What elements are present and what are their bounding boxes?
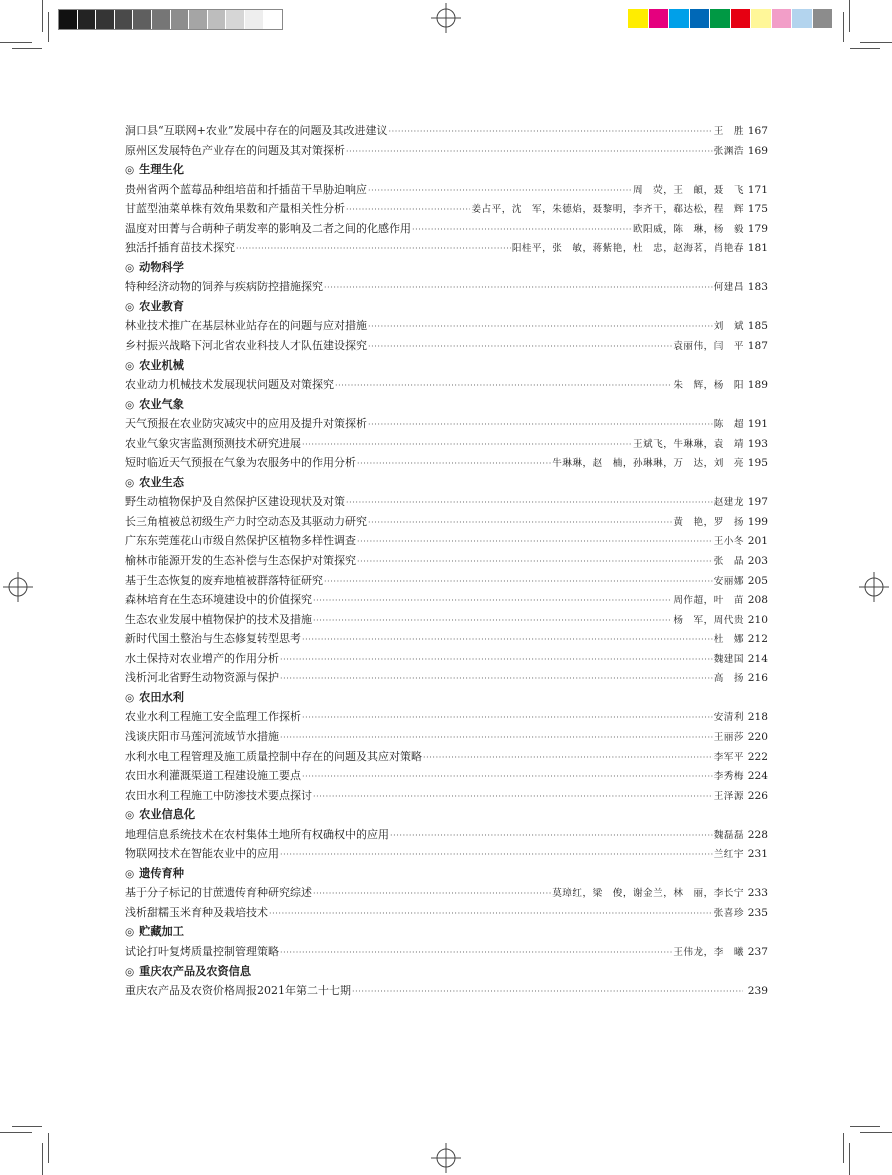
entry-title: 农田水利灌溉渠道工程建设施工要点 <box>125 769 301 783</box>
entry-title: 浅谈庆阳市马莲河流域节水措施 <box>125 729 279 743</box>
entry-title: 独活扦插育苗技术探究 <box>125 241 235 255</box>
entry-title: 洞口县“互联网+农业”发展中存在的问题及其改进建议 <box>125 124 388 137</box>
entry-authors: 安清利 <box>713 712 744 724</box>
crop-mark <box>843 1133 844 1163</box>
section-heading <box>125 160 768 180</box>
toc-entry[interactable] <box>125 121 768 141</box>
dot-leader <box>368 337 672 357</box>
entry-page-number: 195 <box>747 457 768 470</box>
color-swatch <box>59 10 78 29</box>
entry-authors: 兰红宇 <box>713 849 744 861</box>
entry-authors: 赵建龙 <box>713 497 744 509</box>
entry-title: 长三角植被总初级生产力时空动态及其驱动力研究 <box>125 514 367 528</box>
entry-page-number: 214 <box>747 652 768 665</box>
entry-authors: 欧阳威，陈 琳，杨 毅 <box>632 223 744 235</box>
color-swatch <box>78 10 97 29</box>
color-swatch <box>264 10 283 29</box>
section-label: 农业信息化 <box>139 808 196 822</box>
entry-title: 广东东莞莲花山市级自然保护区植物多样性调查 <box>125 534 356 548</box>
section-heading <box>125 805 768 825</box>
section-label: 遗传育种 <box>139 866 184 880</box>
entry-title: 生态农业发展中植物保护的技术及措施 <box>125 612 312 626</box>
entry-authors: 朱 辉，杨 阳 <box>673 380 744 392</box>
entry-authors: 陈 超 <box>713 419 744 431</box>
entry-page-number: 210 <box>747 613 768 626</box>
entry-title: 农田水利工程施工中防渗技术要点探讨 <box>125 788 312 802</box>
toc-entry[interactable] <box>125 551 768 571</box>
toc-entry[interactable] <box>125 883 768 903</box>
dot-leader <box>368 415 713 435</box>
entry-title: 森林培育在生态环境建设中的价值探究 <box>125 593 312 607</box>
entry-page-number: 169 <box>747 144 768 157</box>
entry-authors: 张 晶 <box>713 556 744 568</box>
section-label: 农业教育 <box>139 299 184 313</box>
toc-entry[interactable] <box>125 629 768 649</box>
entry-authors: 周 荧，王 頔，聂 飞 <box>632 184 744 196</box>
section-marker: ◎ <box>125 398 135 411</box>
section-label: 农业机械 <box>139 358 184 372</box>
entry-authors: 张渊浩 <box>713 145 744 157</box>
dot-leader <box>368 513 672 533</box>
section-marker: ◎ <box>125 261 135 274</box>
crop-mark <box>12 48 42 49</box>
dot-leader <box>346 200 470 220</box>
entry-authors: 姜占平，沈 军，朱德焰，聂黎明，李齐干，郗达松，程 辉 <box>471 204 744 216</box>
section-label: 农业气象 <box>139 397 184 411</box>
crop-mark <box>12 1126 42 1127</box>
dot-leader <box>302 630 713 650</box>
entry-authors: 杜 娜 <box>713 634 744 646</box>
entry-page-number: 216 <box>747 672 768 685</box>
toc-entry[interactable] <box>125 277 768 297</box>
dot-leader <box>412 220 632 240</box>
entry-title: 天气预报在农业防灾减灾中的应用及提升对策探析 <box>125 417 367 431</box>
section-label: 动物科学 <box>139 260 184 274</box>
entry-title: 重庆农产品及农资价格周报2021年第二十七期 <box>125 984 351 998</box>
entry-authors: 王泽源 <box>713 790 744 802</box>
toc-entry[interactable] <box>125 453 768 473</box>
toc-entry[interactable] <box>125 492 768 512</box>
color-swatch <box>669 9 690 28</box>
color-swatch <box>152 10 171 29</box>
section-marker: ◎ <box>125 926 135 939</box>
entry-page-number: 226 <box>747 789 768 802</box>
dot-leader <box>357 454 551 474</box>
section-heading <box>125 356 768 376</box>
entry-authors: 王小冬 <box>713 536 744 548</box>
entry-title: 基于分子标记的甘蔗遗传育种研究综述 <box>125 886 312 900</box>
entry-authors: 张喜珍 <box>713 907 744 919</box>
section-marker: ◎ <box>125 359 135 372</box>
color-swatch <box>133 10 152 29</box>
dot-leader <box>423 748 713 768</box>
registration-mark-left <box>3 572 33 602</box>
color-swatch <box>751 9 772 28</box>
crop-mark <box>860 42 892 43</box>
entry-page-number: 218 <box>747 711 768 724</box>
section-marker: ◎ <box>125 691 135 704</box>
entry-page-number: 193 <box>747 437 768 450</box>
crop-mark <box>0 1132 32 1133</box>
entry-title: 地理信息系统技术在农村集体土地所有权确权中的应用 <box>125 827 389 841</box>
entry-page-number: 205 <box>747 574 768 587</box>
dot-leader <box>313 787 713 807</box>
dot-leader <box>357 552 713 572</box>
section-marker: ◎ <box>125 965 135 978</box>
entry-authors: 周作超，叶 苗 <box>673 595 744 607</box>
entry-page-number: 224 <box>747 770 768 783</box>
color-swatch <box>690 9 711 28</box>
section-heading <box>125 922 768 942</box>
toc-entry[interactable] <box>125 649 768 669</box>
entry-page-number: 199 <box>747 515 768 528</box>
color-swatch <box>731 9 752 28</box>
toc-entry[interactable] <box>125 512 768 532</box>
crop-mark <box>42 1143 43 1175</box>
entry-page-number: 239 <box>747 985 768 998</box>
entry-title: 基于生态恢复的废弃地植被群落特征研究 <box>125 573 323 587</box>
dot-leader <box>324 572 713 592</box>
entry-page-number: 228 <box>747 828 768 841</box>
dot-leader <box>280 669 713 689</box>
entry-title: 甘蓝型油菜单株有效角果数和产量相关性分析 <box>125 202 345 216</box>
crop-mark <box>0 42 32 43</box>
entry-title: 农业水利工程施工安全监理工作探析 <box>125 710 301 724</box>
crop-mark <box>48 1133 49 1163</box>
crop-mark <box>849 1143 850 1175</box>
entry-authors: 莫璋红，梁 俊，谢金兰，林 丽，李长宁 <box>552 888 744 900</box>
entry-page-number: 201 <box>747 535 768 548</box>
section-label: 生理生化 <box>139 163 184 177</box>
entry-page-number: 233 <box>747 887 768 900</box>
registration-mark-right <box>859 572 889 602</box>
entry-authors: 黄 艳，罗 扬 <box>673 516 744 528</box>
crop-mark <box>860 1132 892 1133</box>
section-heading <box>125 473 768 493</box>
color-swatch <box>628 9 649 28</box>
entry-authors: 何建昌 <box>713 282 744 294</box>
toc-entry[interactable] <box>125 434 768 454</box>
dot-leader <box>313 611 672 631</box>
entry-authors: 牛琳琳，赵 楠，孙琳琳，万 达，刘 亮 <box>552 458 744 470</box>
toc-entry[interactable] <box>125 590 768 610</box>
entry-page-number: 220 <box>747 730 768 743</box>
dot-leader <box>236 239 511 259</box>
toc-entry[interactable] <box>125 668 768 688</box>
entry-page-number: 203 <box>747 555 768 568</box>
entry-page-number: 208 <box>747 594 768 607</box>
toc-entry[interactable] <box>125 571 768 591</box>
toc-entry[interactable] <box>125 531 768 551</box>
section-label: 贮藏加工 <box>139 925 184 939</box>
entry-page-number: 185 <box>747 320 768 333</box>
dot-leader <box>346 493 713 513</box>
crop-mark <box>843 12 844 42</box>
section-heading <box>125 864 768 884</box>
crop-mark <box>850 48 880 49</box>
toc-entry[interactable] <box>125 141 768 161</box>
registration-mark-bottom <box>431 1143 461 1173</box>
dot-leader <box>388 122 712 142</box>
dot-leader <box>280 943 672 963</box>
dot-leader <box>280 728 713 748</box>
toc-entry[interactable] <box>125 786 768 806</box>
section-heading <box>125 962 768 982</box>
entry-authors: 杨 军，周代贵 <box>673 614 744 626</box>
dot-leader <box>313 884 551 904</box>
entry-authors: 王丽莎 <box>713 731 744 743</box>
entry-authors: 李军平 <box>713 751 744 763</box>
entry-page-number: 231 <box>747 848 768 861</box>
entry-title: 温度对田菁与合萌种子萌发率的影响及二者之间的化感作用 <box>125 221 411 235</box>
entry-page-number: 175 <box>747 203 768 216</box>
entry-page-number: 222 <box>747 750 768 763</box>
toc-entry[interactable] <box>125 747 768 767</box>
entry-title: 短时临近天气预报在气象为农服务中的作用分析 <box>125 456 356 470</box>
registration-mark-top <box>431 3 461 33</box>
dot-leader <box>302 767 713 787</box>
section-marker: ◎ <box>125 809 135 822</box>
toc-entry[interactable] <box>125 336 768 356</box>
entry-page-number: 197 <box>747 496 768 509</box>
dot-leader <box>302 708 713 728</box>
dot-leader <box>390 826 713 846</box>
table-of-contents <box>125 121 768 1001</box>
color-swatch <box>772 9 793 28</box>
color-swatch <box>245 10 264 29</box>
section-label: 农田水利 <box>139 690 184 704</box>
entry-title: 原州区发展特色产业存在的问题及其对策探析 <box>125 143 345 157</box>
color-swatch <box>649 9 670 28</box>
dot-leader <box>280 650 713 670</box>
toc-entry[interactable] <box>125 942 768 962</box>
dot-leader <box>368 317 713 337</box>
dot-leader <box>335 376 672 396</box>
entry-title: 水土保持对农业增产的作用分析 <box>125 651 279 665</box>
section-heading <box>125 395 768 415</box>
color-swatch <box>115 10 134 29</box>
dot-leader <box>346 142 713 162</box>
entry-authors: 安丽娜 <box>713 575 744 587</box>
section-label: 重庆农产品及农资信息 <box>139 964 252 978</box>
entry-page-number: 189 <box>747 379 768 392</box>
color-swatch <box>226 10 245 29</box>
entry-title: 物联网技术在智能农业中的应用 <box>125 847 279 861</box>
dot-leader <box>269 904 713 924</box>
entry-page-number: 187 <box>747 340 768 353</box>
entry-title: 水利水电工程管理及施工质量控制中存在的问题及其应对策略 <box>125 749 422 763</box>
entry-page-number: 212 <box>747 633 768 646</box>
crop-mark <box>849 0 850 32</box>
color-swatch <box>189 10 208 29</box>
section-heading <box>125 297 768 317</box>
toc-entry[interactable] <box>125 610 768 630</box>
toc-entry[interactable] <box>125 844 768 864</box>
toc-entry[interactable] <box>125 825 768 845</box>
entry-page-number: 179 <box>747 222 768 235</box>
section-marker: ◎ <box>125 476 135 489</box>
toc-entry[interactable] <box>125 766 768 786</box>
entry-authors: 李秀梅 <box>713 771 744 783</box>
entry-authors: 阳桂平，张 敏，蒋紫艳，杜 忠，赵海茗，肖艳春 <box>511 243 744 255</box>
toc-entry[interactable] <box>125 727 768 747</box>
entry-title: 农业气象灾害监测预测技术研究进展 <box>125 436 301 450</box>
toc-entry[interactable] <box>125 903 768 923</box>
entry-authors: 袁丽伟，闫 平 <box>673 341 744 353</box>
toc-entry[interactable] <box>125 238 768 258</box>
crop-mark <box>48 12 49 42</box>
entry-authors: 魏磊磊 <box>713 829 744 841</box>
toc-entry[interactable] <box>125 707 768 727</box>
entry-title: 林业技术推广在基层林业站存在的问题与应对措施 <box>125 319 367 333</box>
toc-entry[interactable] <box>125 414 768 434</box>
section-marker: ◎ <box>125 300 135 313</box>
crop-mark <box>850 1126 880 1127</box>
entry-title: 榆林市能源开发的生态补偿与生态保护对策探究 <box>125 554 356 568</box>
entry-page-number: 235 <box>747 906 768 919</box>
entry-page-number: 191 <box>747 418 768 431</box>
section-heading <box>125 258 768 278</box>
entry-authors: 高 扬 <box>713 673 744 685</box>
toc-entry[interactable] <box>125 199 768 219</box>
entry-title: 试论打叶复烤质量控制管理策略 <box>125 944 279 958</box>
process-color-bar <box>628 9 833 28</box>
dot-leader <box>324 278 713 298</box>
color-swatch <box>208 10 227 29</box>
entry-page-number: 181 <box>747 242 768 255</box>
toc-entry[interactable] <box>125 316 768 336</box>
entry-title: 农业动力机械技术发展现状问题及对策探究 <box>125 378 334 392</box>
entry-authors: 魏建国 <box>713 653 744 665</box>
entry-title: 浅析甜糯玉米育种及栽培技术 <box>125 905 268 919</box>
toc-entry[interactable] <box>125 375 768 395</box>
color-swatch <box>792 9 813 28</box>
toc-entry[interactable] <box>125 981 768 1001</box>
entry-title: 浅析河北省野生动物资源与保护 <box>125 671 279 685</box>
dot-leader <box>302 435 632 455</box>
entry-page-number: 237 <box>747 945 768 958</box>
entry-page-number: 183 <box>747 281 768 294</box>
color-swatch <box>710 9 731 28</box>
color-swatch <box>813 9 834 28</box>
entry-title: 乡村振兴战略下河北省农业科技人才队伍建设探究 <box>125 339 367 353</box>
entry-title: 特种经济动物的饲养与疾病防控措施探究 <box>125 280 323 294</box>
section-heading <box>125 688 768 708</box>
entry-title: 新时代国土整治与生态修复转型思考 <box>125 632 301 646</box>
section-marker: ◎ <box>125 164 135 177</box>
dot-leader <box>352 982 743 1002</box>
entry-title: 野生动植物保护及自然保护区建设现状及对策 <box>125 495 345 509</box>
color-swatch <box>171 10 190 29</box>
section-label: 农业生态 <box>139 475 184 489</box>
entry-authors: 王 胜 <box>713 126 744 137</box>
entry-title: 贵州省两个蓝莓品种组培苗和扦插苗干旱胁迫响应 <box>125 182 367 196</box>
color-swatch <box>96 10 115 29</box>
dot-leader <box>357 532 713 552</box>
toc-entry[interactable] <box>125 180 768 200</box>
crop-mark <box>42 0 43 32</box>
dot-leader <box>280 845 713 865</box>
entry-authors: 王伟龙，李 曦 <box>673 946 744 958</box>
toc-entry[interactable] <box>125 219 768 239</box>
entry-page-number: 171 <box>747 183 768 196</box>
entry-page-number: 167 <box>747 125 768 137</box>
entry-authors: 王斌飞，牛琳琳，袁 靖 <box>632 438 744 450</box>
grayscale-color-bar <box>58 9 283 30</box>
entry-authors: 刘 斌 <box>713 321 744 333</box>
dot-leader <box>368 181 632 201</box>
section-marker: ◎ <box>125 867 135 880</box>
dot-leader <box>313 591 672 611</box>
